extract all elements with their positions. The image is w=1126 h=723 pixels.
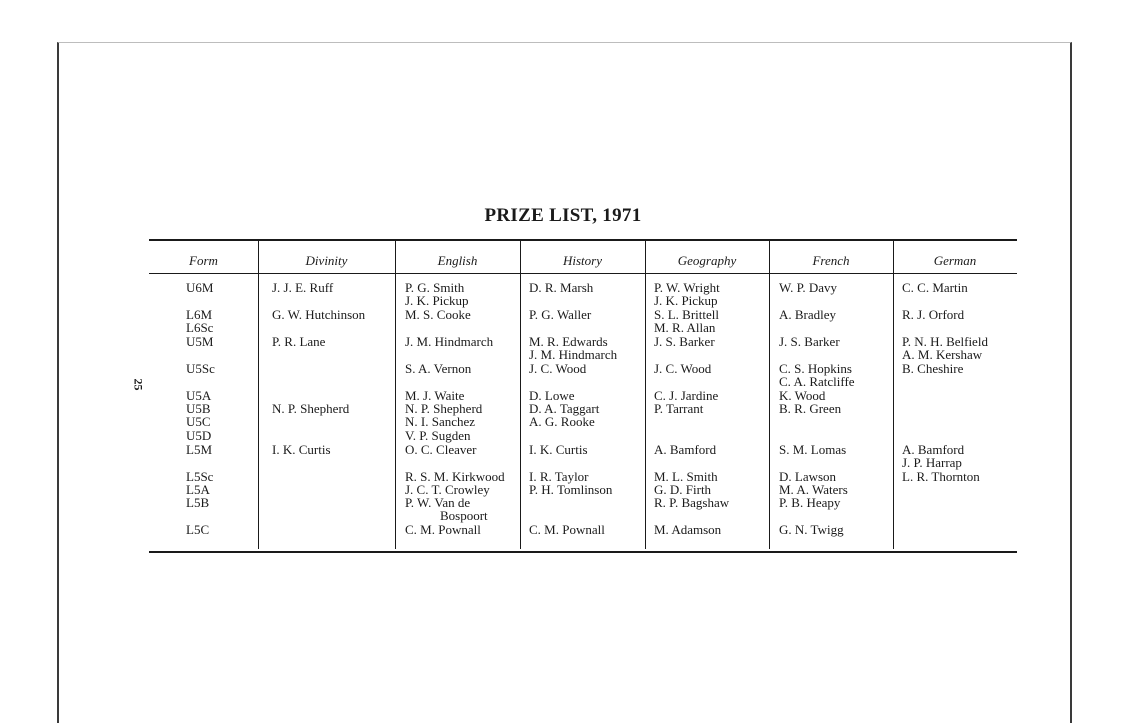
- geography-cell: M. L. Smith: [654, 469, 718, 484]
- german-cell: P. N. H. Belfield: [902, 334, 988, 349]
- history-cell: D. A. Taggart: [529, 401, 600, 416]
- french-cell: B. R. Green: [779, 401, 842, 416]
- form-cell: U5Sc: [186, 361, 215, 376]
- column-divider: [395, 241, 396, 549]
- english-cell: Bospoort: [440, 508, 488, 523]
- geography-cell: G. D. Firth: [654, 482, 712, 497]
- history-cell: J. M. Hindmarch: [529, 347, 618, 362]
- english-cell: M. J. Waite: [405, 388, 465, 403]
- french-cell: W. P. Davy: [779, 280, 838, 295]
- french-cell: A. Bradley: [779, 307, 837, 322]
- english-cell: O. C. Cleaver: [405, 442, 477, 457]
- form-cell: U5C: [186, 414, 211, 429]
- form-cell: L5C: [186, 522, 210, 537]
- history-cell: A. G. Rooke: [529, 414, 595, 429]
- german-cell: R. J. Orford: [902, 307, 965, 322]
- french-cell: K. Wood: [779, 388, 826, 403]
- form-cell: L5M: [186, 442, 212, 457]
- page-number: 25: [131, 378, 146, 391]
- history-cell: D. R. Marsh: [529, 280, 594, 295]
- geography-cell: M. Adamson: [654, 522, 722, 537]
- french-cell: D. Lawson: [779, 469, 837, 484]
- form-cell: U5B: [186, 401, 211, 416]
- history-cell: P. G. Waller: [529, 307, 592, 322]
- column-header-form: Form: [189, 253, 218, 268]
- column-divider: [645, 241, 646, 549]
- geography-cell: J. C. Wood: [654, 361, 712, 376]
- german-cell: C. C. Martin: [902, 280, 968, 295]
- column-header-divinity: Divinity: [305, 253, 348, 268]
- history-cell: M. R. Edwards: [529, 334, 608, 349]
- form-cell: L5B: [186, 495, 210, 510]
- german-cell: L. R. Thornton: [902, 469, 980, 484]
- form-cell: L6Sc: [186, 320, 214, 335]
- column-divider: [520, 241, 521, 549]
- french-cell: C. A. Ratcliffe: [779, 374, 855, 389]
- form-cell: L5Sc: [186, 469, 214, 484]
- column-divider: [258, 241, 259, 549]
- english-cell: V. P. Sugden: [405, 428, 471, 443]
- table-header-rule: [149, 273, 1017, 274]
- column-header-history: History: [563, 253, 602, 268]
- french-cell: P. B. Heapy: [779, 495, 841, 510]
- english-cell: C. M. Pownall: [405, 522, 481, 537]
- form-cell: U5A: [186, 388, 212, 403]
- english-cell: J. K. Pickup: [405, 293, 469, 308]
- column-divider: [769, 241, 770, 549]
- history-cell: P. H. Tomlinson: [529, 482, 613, 497]
- divinity-cell: N. P. Shepherd: [272, 401, 350, 416]
- table-bottom-rule: [149, 551, 1017, 553]
- german-cell: B. Cheshire: [902, 361, 964, 376]
- french-cell: M. A. Waters: [779, 482, 848, 497]
- divinity-cell: I. K. Curtis: [272, 442, 331, 457]
- english-cell: P. G. Smith: [405, 280, 465, 295]
- geography-cell: S. L. Brittell: [654, 307, 719, 322]
- history-cell: D. Lowe: [529, 388, 575, 403]
- geography-cell: P. W. Wright: [654, 280, 720, 295]
- english-cell: N. P. Shepherd: [405, 401, 483, 416]
- divinity-cell: J. J. E. Ruff: [272, 280, 334, 295]
- french-cell: C. S. Hopkins: [779, 361, 852, 376]
- geography-cell: C. J. Jardine: [654, 388, 719, 403]
- history-cell: C. M. Pownall: [529, 522, 605, 537]
- column-divider: [893, 241, 894, 549]
- column-header-english: English: [437, 253, 478, 268]
- form-cell: L5A: [186, 482, 210, 497]
- column-header-geography: Geography: [677, 253, 737, 268]
- geography-cell: P. Tarrant: [654, 401, 704, 416]
- english-cell: P. W. Van de: [405, 495, 471, 510]
- english-cell: R. S. M. Kirkwood: [405, 469, 505, 484]
- geography-cell: J. K. Pickup: [654, 293, 718, 308]
- form-cell: U5M: [186, 334, 214, 349]
- form-cell: U6M: [186, 280, 214, 295]
- french-cell: S. M. Lomas: [779, 442, 847, 457]
- english-cell: N. I. Sanchez: [405, 414, 476, 429]
- geography-cell: M. R. Allan: [654, 320, 716, 335]
- english-cell: M. S. Cooke: [405, 307, 471, 322]
- english-cell: J. C. T. Crowley: [405, 482, 490, 497]
- history-cell: J. C. Wood: [529, 361, 587, 376]
- history-cell: I. R. Taylor: [529, 469, 589, 484]
- column-header-german: German: [933, 253, 977, 268]
- divinity-cell: P. R. Lane: [272, 334, 326, 349]
- page-title: PRIZE LIST, 1971: [484, 205, 642, 226]
- german-cell: A. Bamford: [902, 442, 965, 457]
- form-cell: L6M: [186, 307, 212, 322]
- german-cell: A. M. Kershaw: [902, 347, 983, 362]
- geography-cell: R. P. Bagshaw: [654, 495, 730, 510]
- divinity-cell: G. W. Hutchinson: [272, 307, 366, 322]
- geography-cell: A. Bamford: [654, 442, 717, 457]
- column-header-french: French: [812, 253, 850, 268]
- french-cell: J. S. Barker: [779, 334, 840, 349]
- english-cell: S. A. Vernon: [405, 361, 472, 376]
- table-top-rule: [149, 239, 1017, 241]
- french-cell: G. N. Twigg: [779, 522, 844, 537]
- document-page: [57, 42, 1072, 723]
- german-cell: J. P. Harrap: [902, 455, 962, 470]
- english-cell: J. M. Hindmarch: [405, 334, 494, 349]
- form-cell: U5D: [186, 428, 212, 443]
- geography-cell: J. S. Barker: [654, 334, 715, 349]
- history-cell: I. K. Curtis: [529, 442, 588, 457]
